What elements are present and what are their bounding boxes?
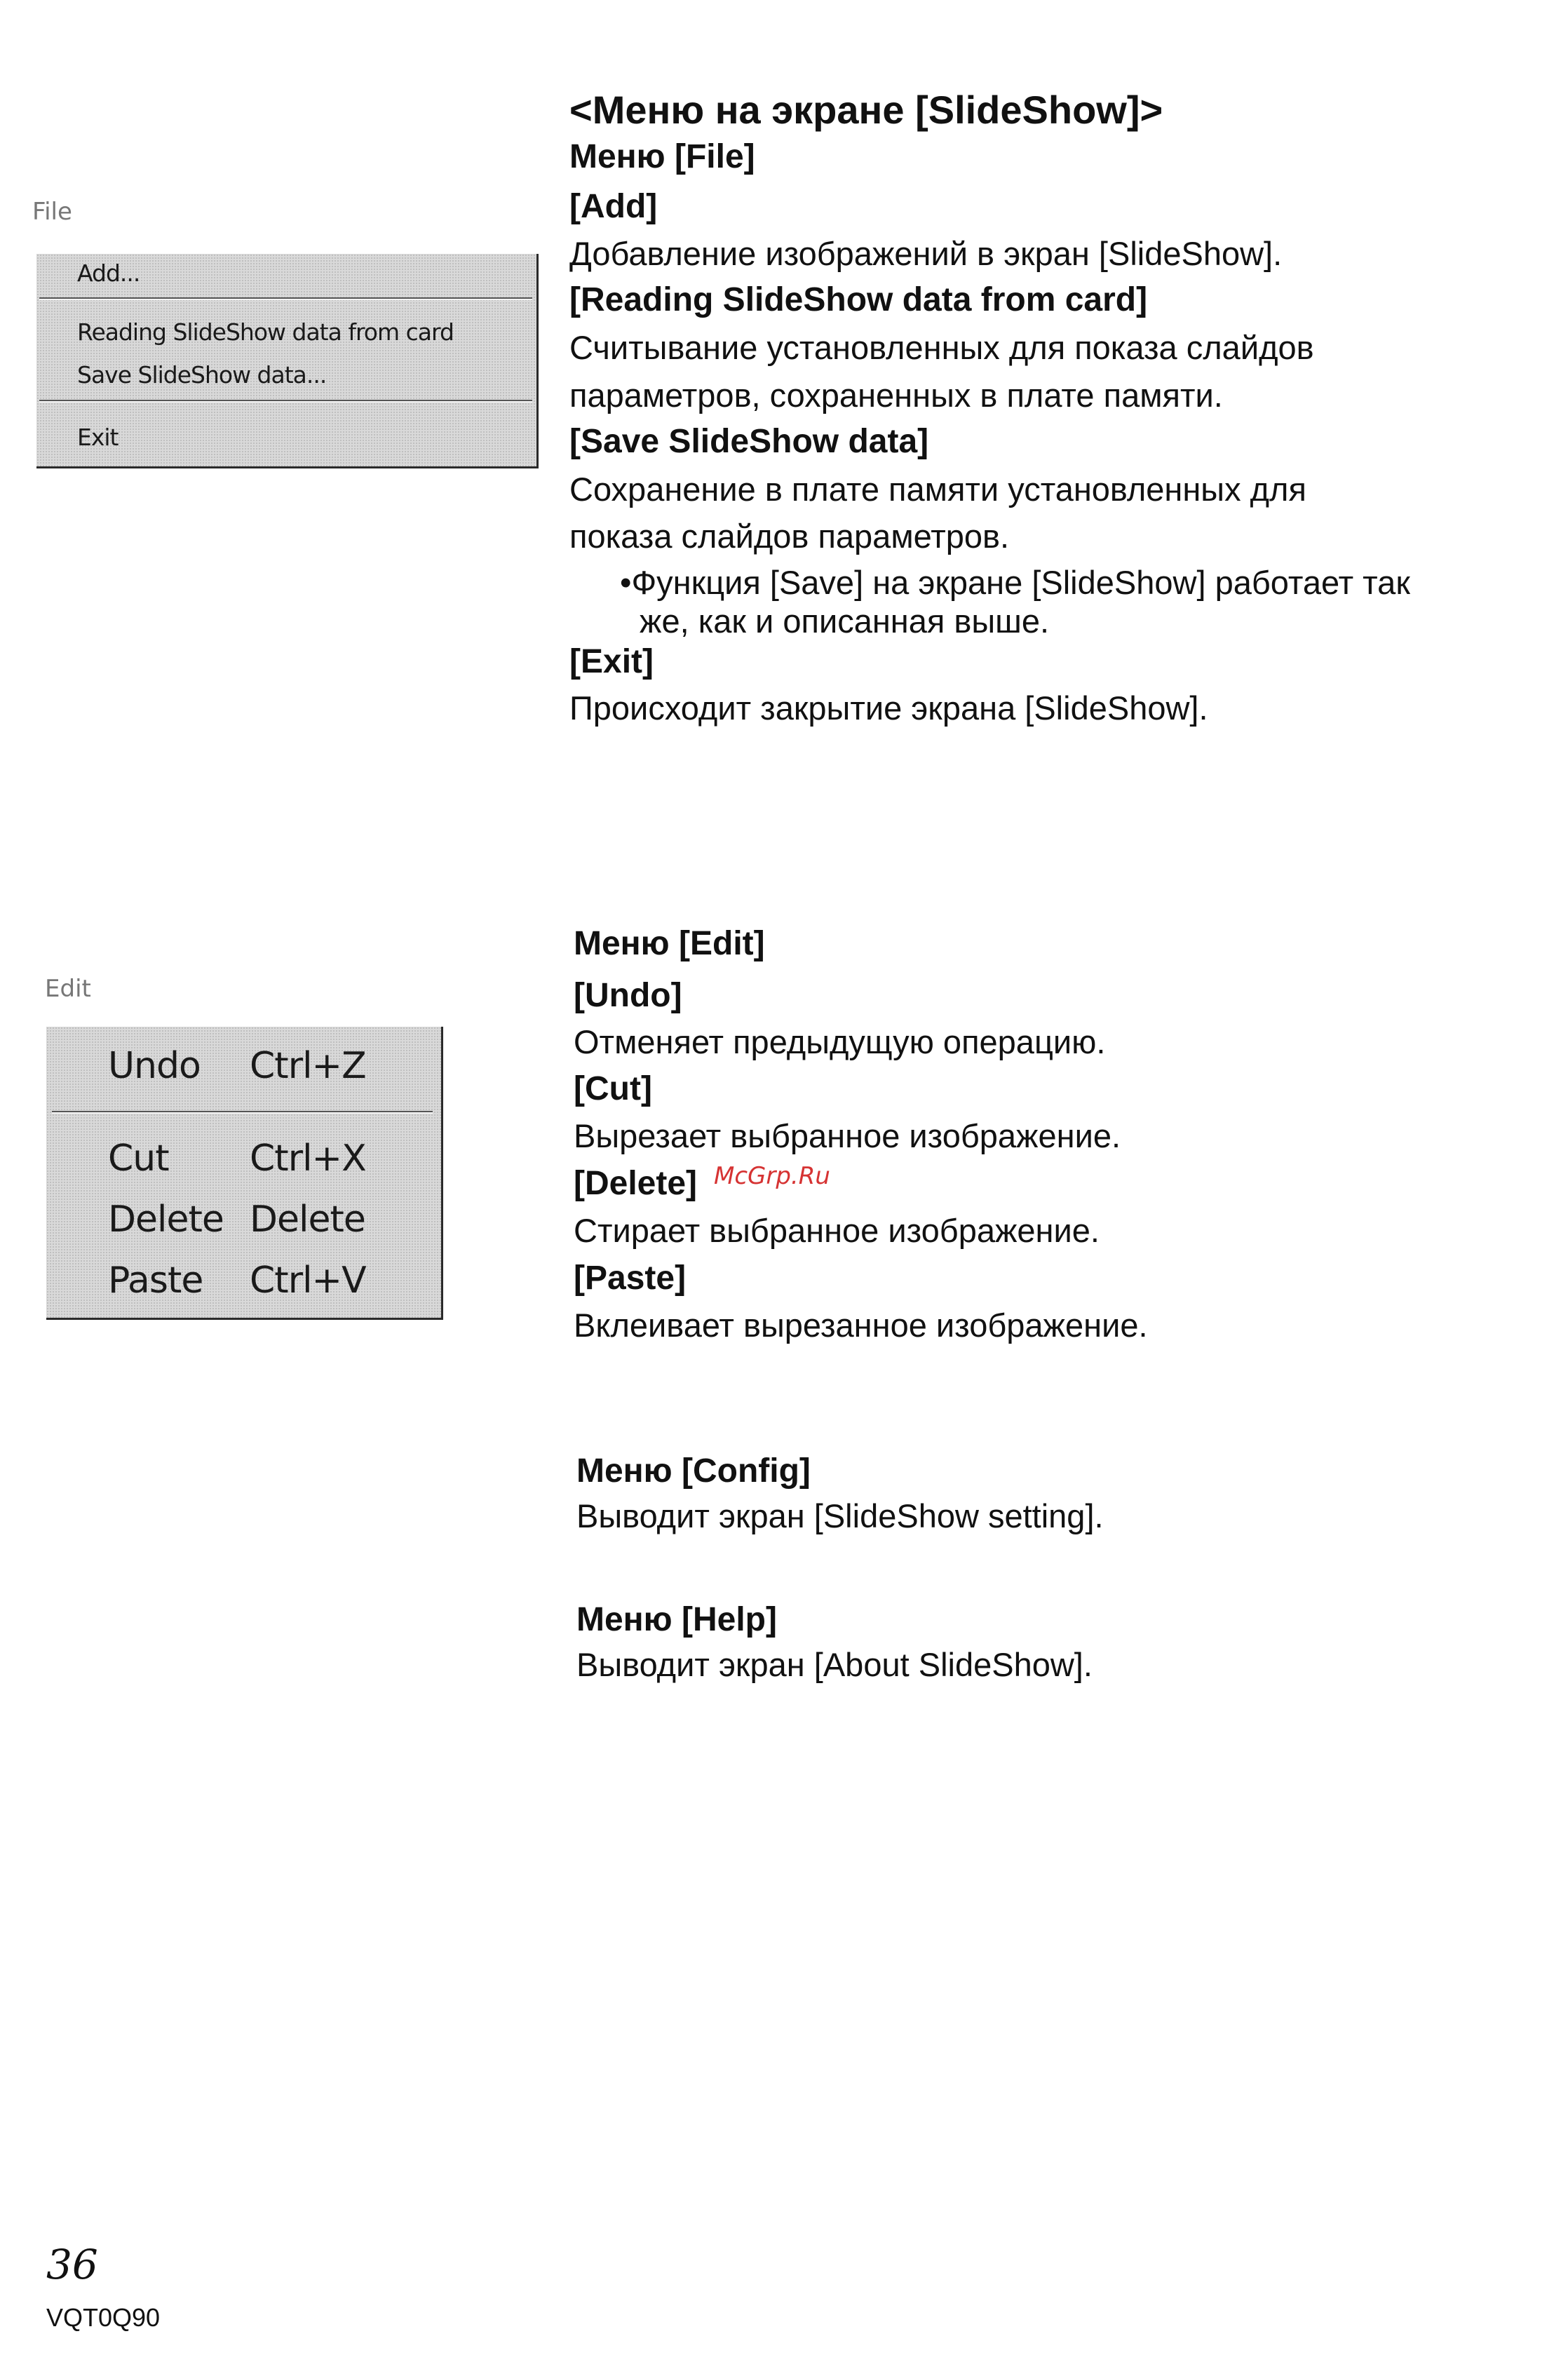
add-heading: [Add] — [569, 188, 658, 225]
save-note-line-1: •Функция [Save] на экране [SlideShow] работает так — [620, 564, 1410, 601]
paste-heading: [Paste] — [574, 1260, 687, 1297]
exit-description: Происходит закрытие экрана [SlideShow]. — [569, 689, 1208, 727]
reading-heading: [Reading SlideShow data from card] — [569, 281, 1148, 318]
page-number: 36 — [46, 2241, 98, 2288]
cut-heading: [Cut] — [574, 1070, 652, 1107]
menu-separator — [39, 400, 532, 403]
menu-separator — [52, 1111, 433, 1114]
delete-heading: [Delete] — [574, 1165, 698, 1202]
menu-separator — [39, 297, 532, 300]
exit-heading: [Exit] — [569, 643, 654, 680]
watermark-link[interactable]: McGrp.Ru — [714, 1162, 830, 1190]
menu-item-undo[interactable]: Undo — [108, 1045, 201, 1087]
edit-menu — [46, 1027, 443, 1320]
menu-item-add[interactable]: Add... — [77, 259, 140, 287]
document-code: VQT0Q90 — [46, 2303, 161, 2332]
save-note-line-2: же, как и описанная выше. — [640, 602, 1050, 640]
menu-item-reading-slideshow-data[interactable]: Reading SlideShow data from card — [77, 318, 454, 346]
save-heading: [Save SlideShow data] — [569, 423, 929, 460]
cut-description: Вырезает выбранное изображение. — [574, 1117, 1121, 1154]
menu-item-save-slideshow-data[interactable]: Save SlideShow data... — [77, 361, 327, 389]
undo-description: Отменяет предыдущую операцию. — [574, 1023, 1106, 1060]
reading-description-line-2: параметров, сохраненных в плате памяти. — [569, 377, 1223, 414]
menu-shortcut-paste: Ctrl+V — [250, 1260, 366, 1302]
menu-item-paste[interactable]: Paste — [108, 1260, 203, 1302]
config-menu-heading: Меню [Config] — [576, 1452, 811, 1490]
menu-item-exit[interactable]: Exit — [77, 424, 119, 451]
menu-shortcut-delete: Delete — [250, 1199, 365, 1241]
help-menu-heading: Меню [Help] — [576, 1601, 777, 1638]
reading-description-line-1: Считывание установленных для показа слайдов — [569, 329, 1314, 366]
help-description: Выводит экран [About SlideShow]. — [576, 1646, 1093, 1683]
menu-item-delete[interactable]: Delete — [108, 1199, 224, 1241]
delete-description: Стирает выбранное изображение. — [574, 1212, 1100, 1249]
page-title: <Меню на экране [SlideShow]> — [569, 88, 1163, 132]
config-description: Выводит экран [SlideShow setting]. — [576, 1497, 1104, 1534]
file-menu-heading: Меню [File] — [569, 138, 755, 175]
paste-description: Вклеивает вырезанное изображение. — [574, 1307, 1148, 1344]
save-description-line-1: Сохранение в плате памяти установленных для — [569, 471, 1306, 508]
menu-shortcut-undo: Ctrl+Z — [250, 1045, 366, 1087]
add-description: Добавление изображений в экран [SlideShow]. — [569, 235, 1283, 272]
menu-shortcut-cut: Ctrl+X — [250, 1138, 366, 1180]
save-description-line-2: показа слайдов параметров. — [569, 518, 1010, 555]
menu-item-cut[interactable]: Cut — [108, 1138, 169, 1180]
undo-heading: [Undo] — [574, 977, 682, 1014]
edit-menu-heading: Меню [Edit] — [574, 925, 765, 962]
edit-menu-caption[interactable]: Edit — [45, 975, 91, 1003]
file-menu-caption[interactable]: File — [32, 198, 72, 226]
file-menu — [36, 254, 539, 468]
